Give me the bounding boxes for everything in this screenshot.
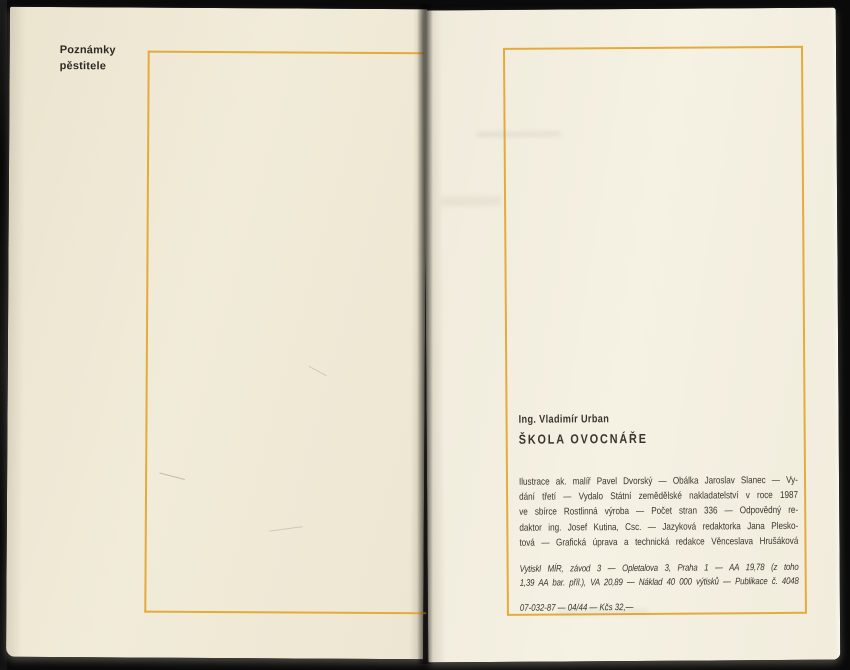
left-page-label-line1: Poznámky <box>59 44 116 57</box>
colophon <box>519 412 799 613</box>
catalog-line: 07-032-87 — 04/44 — Kčs 32,— <box>519 600 634 613</box>
book-title: ŠKOLA OVOCNÁŘE <box>518 430 648 447</box>
imprint-line: Ilustrace ak. malíř Pavel Dvorský — Obálka Jaroslav Slanec — Vy- <box>518 474 798 488</box>
left-page-label-line2: pěstitele <box>59 60 107 73</box>
imprint-line: ve sbírce Rostlinná výroba — Počet stran 336 — Odpovědný re- <box>519 505 799 519</box>
author-name: Ing. Vladimír Urban <box>518 413 610 426</box>
right-page <box>424 8 841 663</box>
printing-paragraph <box>520 560 799 590</box>
imprint-line: dání třetí — Vydalo Státní zemědělské nakladatelství v roce 1987 <box>519 490 799 503</box>
left-page <box>6 7 427 660</box>
imprint-paragraph <box>519 473 798 551</box>
left-page-rule-frame <box>144 51 429 615</box>
printing-line: 1,39 AA bar. příl.), VA 20,89 — Náklad 40 000 výtisků — Publikace č. 4048 <box>519 574 799 588</box>
imprint-line: tová — Grafická úprava a technická redakce Věnceslava Hrušáková <box>519 535 799 549</box>
printing-line: Vytiskl MÍR, závod 3 — Opletalova 3, Praha 1 — AA 19,78 (z toho <box>519 560 799 574</box>
left-page-label <box>60 42 116 74</box>
gutter-shadow <box>417 4 433 664</box>
show-through-smudge <box>477 131 561 137</box>
imprint-line: daktor ing. Josef Kutina, Csc. — Jazyková redaktorka Jana Plesko- <box>519 520 799 534</box>
show-through-smudge <box>441 196 501 206</box>
